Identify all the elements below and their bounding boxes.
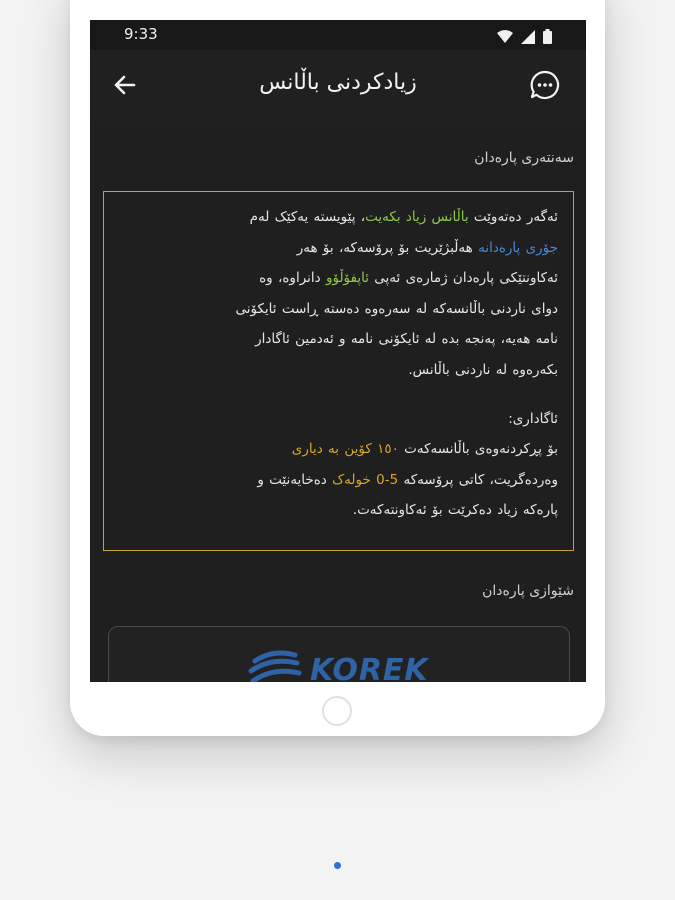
status-bar xyxy=(90,20,586,50)
text-segment: دەخایەنێت و xyxy=(257,471,333,488)
chat-bubble-icon[interactable] xyxy=(528,68,562,102)
page-title: زیادکردنی باڵانس xyxy=(259,70,417,95)
info-line xyxy=(118,294,558,325)
notice-line xyxy=(118,465,558,496)
payment-info-text xyxy=(118,202,558,526)
info-line xyxy=(118,233,558,264)
text-segment: دوای ناردنی باڵانسەکە لە سەرەوە دەستە ڕاست ئایکۆنی xyxy=(235,300,558,317)
info-line xyxy=(118,202,558,233)
payment-method-korek[interactable] xyxy=(108,626,570,682)
text-segment: ئاگاداری: xyxy=(508,410,558,427)
notice-heading xyxy=(118,404,558,435)
text-segment: بکەرەوە لە ناردنی باڵانس. xyxy=(408,361,558,378)
payment-info-box xyxy=(103,191,574,551)
text-segment: ئەکاونتێکی پارەدان ژمارەی ئەپی xyxy=(369,270,558,287)
payment-method-label: شێوازی پارەدان xyxy=(482,583,574,599)
highlight-blue: جۆری پارەدانە xyxy=(478,239,558,256)
pager-dot-active[interactable] xyxy=(334,862,341,869)
wifi-icon xyxy=(497,30,513,43)
text-segment: هەڵبژێریت بۆ پرۆسەکە، بۆ هەر xyxy=(296,239,479,256)
status-icons xyxy=(494,26,552,45)
text-segment: ، پێویستە یەکێک لەم xyxy=(249,209,366,225)
highlight-green: ئاپفۆڵۆو xyxy=(325,270,369,287)
signal-icon xyxy=(521,30,535,44)
text-segment: پارەکە زیاد دەکرێت بۆ ئەکاونتەکەت. xyxy=(352,502,558,519)
status-time: 9:33 xyxy=(124,25,158,43)
payment-center-label: سەنتەری پارەدان xyxy=(474,150,574,166)
arrow-back-icon[interactable] xyxy=(112,72,138,98)
text-segment: وەردەگریت، کاتی پرۆسەکە xyxy=(398,471,558,488)
info-line xyxy=(118,263,558,294)
text-segment: بۆ پڕکردنەوەی باڵانسەکەت xyxy=(398,441,558,458)
text-segment: نامە هەیە، پەنجە بدە لە ئایکۆنی نامە و ئەدمین ئاگادار xyxy=(255,331,558,348)
highlight-gold: 5-0 خولەک xyxy=(332,471,399,488)
app-bar xyxy=(90,50,586,122)
notice-line xyxy=(118,495,558,526)
korek-logo-text: KOREK xyxy=(310,653,429,682)
battery-icon xyxy=(543,29,552,44)
paragraph-gap xyxy=(118,386,558,404)
app-screen xyxy=(90,20,586,682)
highlight-gold: ١٥٠ کۆین بە دیاری xyxy=(291,441,399,458)
highlight-green: باڵانس زیاد بکەیت xyxy=(365,209,469,225)
notice-line xyxy=(118,434,558,465)
korek-globe-icon xyxy=(245,647,303,682)
text-segment: ئەگەر دەتەوێت xyxy=(468,209,558,225)
info-line xyxy=(118,355,558,386)
home-button[interactable] xyxy=(322,696,352,726)
text-segment: دانراوە، وە xyxy=(259,270,326,287)
info-line xyxy=(118,324,558,355)
